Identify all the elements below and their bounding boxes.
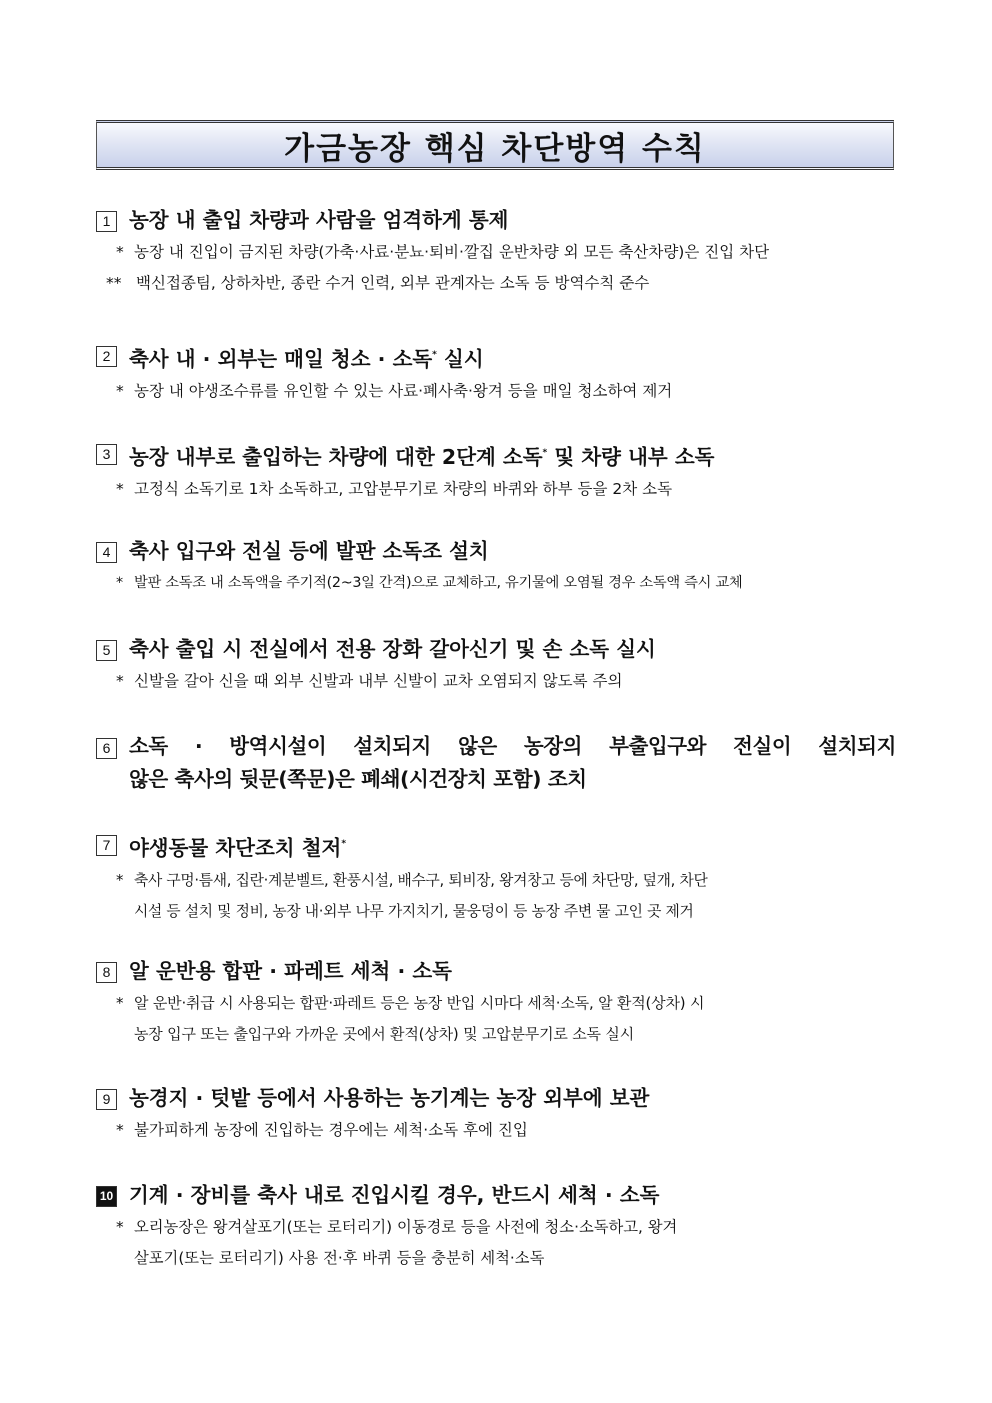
rule-item-6 <box>96 735 896 796</box>
page-title: 가금농장 핵심 차단방역 수칙 <box>284 130 706 167</box>
item-number-box: 9 <box>96 1089 117 1110</box>
note-text-line2: 살포기(또는 로터리기) 사용 전·후 바퀴 등을 충분히 세척·소독 <box>134 1249 545 1267</box>
note-mark: * <box>116 872 124 889</box>
item-heading: 기계 · 장비를 축사 내로 진입시킬 경우, 반드시 세척 · 소독 <box>129 1183 660 1207</box>
item-note <box>96 268 896 299</box>
note-text-line1: 축사 구멍·틈새, 집란·계분벨트, 환풍시설, 배수구, 퇴비장, 왕겨창고 등에 차단망, 덮개, 차단 <box>134 872 708 889</box>
footnote-mark: * <box>432 350 437 360</box>
item-heading: 농장 내 출입 차량과 사람을 엄격하게 통제 <box>129 208 509 232</box>
item-heading: 알 운반용 합판 · 파레트 세척 · 소독 <box>129 959 452 983</box>
rule-item-8 <box>96 959 896 1050</box>
rule-item-9 <box>96 1086 896 1146</box>
note-text: 신발을 갈아 신을 때 외부 신발과 내부 신발이 교차 오염되지 않도록 주의 <box>134 672 623 690</box>
item-note <box>96 1212 896 1274</box>
item-note <box>96 568 896 599</box>
note-text: 불가피하게 농장에 진입하는 경우에는 세척·소독 후에 진입 <box>134 1121 528 1139</box>
item-number-box: 10 <box>96 1186 117 1207</box>
item-heading: 소독 · 방역시설이 설치되지 않은 농장의 부출입구와 전실이 설치되지 않은 축사의 뒷문(쪽문)은 폐쇄(시건장치 포함) 조치 <box>129 734 896 791</box>
note-mark: * <box>116 672 124 690</box>
item-number-box: 1 <box>96 211 117 232</box>
title-banner <box>96 120 894 170</box>
item-heading: 축사 입구와 전실 등에 발판 소독조 설치 <box>129 539 489 563</box>
note-mark: * <box>116 480 124 498</box>
note-mark: * <box>116 382 124 400</box>
item-note <box>96 666 896 697</box>
note-text: 발판 소독조 내 소독액을 주기적(2~3일 간격)으로 교체하고, 유기물에 오염될 경우 소독액 즉시 교체 <box>134 575 743 591</box>
item-number-box: 8 <box>96 962 117 983</box>
note-text: 농장 내 야생조수류를 유인할 수 있는 사료·폐사축·왕겨 등을 매일 청소하여 제거 <box>134 382 673 400</box>
rule-item-4 <box>96 539 896 599</box>
footnote-mark: * <box>542 448 548 458</box>
item-number-box: 4 <box>96 542 117 563</box>
item-heading: 축사 내 · 외부는 매일 청소 · 소독* 실시 <box>129 347 484 371</box>
note-text: 농장 내 진입이 금지된 차량(가축·사료·분뇨·퇴비·깔집 운반차량 외 모든 축산차량)은 진입 차단 <box>134 243 770 261</box>
rule-item-7 <box>96 832 896 927</box>
item-note <box>96 988 896 1050</box>
item-number-box: 5 <box>96 640 117 661</box>
item-heading: 농경지 · 텃밭 등에서 사용하는 농기계는 농장 외부에 보관 <box>129 1086 650 1110</box>
item-heading: 농장 내부로 출입하는 차량에 대한 2단계 소독* 및 차량 내부 소독 <box>129 445 715 469</box>
item-heading: 야생동물 차단조치 철저* <box>129 836 347 860</box>
rule-item-10 <box>96 1183 896 1274</box>
note-text-line2: 농장 입구 또는 출입구와 가까운 곳에서 환적(상차) 및 고압분무기로 소독 실시 <box>134 1025 634 1043</box>
note-mark: * <box>116 1121 124 1139</box>
item-note <box>96 865 896 927</box>
note-text-line1: 오리농장은 왕겨살포기(또는 로터리기) 이동경로 등을 사전에 청소·소독하고, 왕겨 <box>134 1218 678 1236</box>
note-mark: ** <box>106 274 122 292</box>
footnote-mark: * <box>341 839 347 849</box>
note-mark: * <box>116 994 124 1012</box>
item-note <box>96 474 896 505</box>
rule-item-5 <box>96 637 896 697</box>
item-note <box>96 376 896 407</box>
rule-item-3 <box>96 441 896 505</box>
rule-item-1 <box>96 208 896 299</box>
note-text-line2: 시설 등 설치 및 정비, 농장 내·외부 나무 가지치기, 물웅덩이 등 농장 주변 물 고인 곳 제거 <box>134 903 694 920</box>
item-note <box>96 237 896 268</box>
note-text: 고정식 소독기로 1차 소독하고, 고압분무기로 차량의 바퀴와 하부 등을 2차 소독 <box>134 480 673 498</box>
note-text: 백신접종팀, 상하차반, 종란 수거 인력, 외부 관계자는 소독 등 방역수칙 준수 <box>136 274 650 292</box>
item-number-box: 2 <box>96 346 117 367</box>
note-mark: * <box>116 575 123 591</box>
note-mark: * <box>116 1218 124 1236</box>
item-number-box: 7 <box>96 835 117 856</box>
note-mark: * <box>116 243 124 261</box>
item-number-box: 6 <box>96 738 117 759</box>
note-text-line1: 알 운반·취급 시 사용되는 합판·파레트 등은 농장 반입 시마다 세척·소독, 알 환적(상차) 시 <box>134 994 705 1012</box>
item-note <box>96 1115 896 1146</box>
item-heading: 축사 출입 시 전실에서 전용 장화 갈아신기 및 손 소독 실시 <box>129 637 656 661</box>
item-number-box: 3 <box>96 444 117 465</box>
rule-item-2 <box>96 343 896 407</box>
